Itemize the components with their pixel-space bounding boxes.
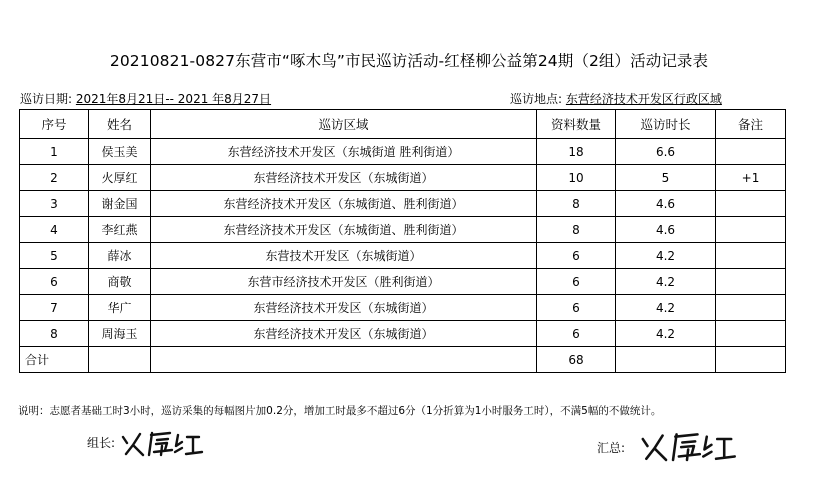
cell-hours: 4.2 — [616, 295, 716, 321]
visit-date-label: 巡访日期: — [20, 92, 73, 106]
cell-note — [716, 295, 786, 321]
cell-name: 薛冰 — [89, 243, 151, 269]
total-row — [20, 347, 786, 373]
cell-hours: 6.6 — [616, 139, 716, 165]
cell-no: 7 — [20, 295, 89, 321]
total-hours-empty — [616, 347, 716, 373]
cell-hours: 4.2 — [616, 269, 716, 295]
table-row — [20, 217, 786, 243]
document-title: 20210821-0827东营市“啄木鸟”市民巡访活动-红柽柳公益第24期（2组）活动记录表 — [109, 52, 709, 70]
table-row — [20, 269, 786, 295]
cell-count: 6 — [537, 269, 616, 295]
cell-area: 东营技术开发区（东城街道） — [151, 243, 537, 269]
header-area: 巡访区域 — [151, 110, 537, 139]
visit-location-value: 东营经济技术开发区行政区域 — [565, 92, 722, 106]
total-name-empty — [89, 347, 151, 373]
header-hours: 巡访时长 — [616, 110, 716, 139]
cell-area: 东营经济技术开发区（东城街道） — [151, 295, 537, 321]
cell-name: 火厚红 — [89, 165, 151, 191]
cell-name: 商敬 — [89, 269, 151, 295]
cell-name: 李红燕 — [89, 217, 151, 243]
cell-note — [716, 321, 786, 347]
cell-note — [716, 139, 786, 165]
activity-record-table — [19, 109, 786, 373]
cell-count: 18 — [537, 139, 616, 165]
table-body — [20, 139, 786, 373]
total-count: 68 — [537, 347, 616, 373]
visit-location — [510, 90, 722, 107]
explanation-note: 说明：志愿者基础工时3小时，巡访采集的每幅图片加0.2分，增加工时最多不超过6分（1分折算为1小时服务工时），不满5幅的不做统计。 — [18, 405, 662, 417]
total-label: 合计 — [20, 347, 89, 373]
cell-no: 4 — [20, 217, 89, 243]
cell-note — [716, 243, 786, 269]
header-no: 序号 — [20, 110, 89, 139]
cell-note — [716, 217, 786, 243]
cell-note: +1 — [716, 165, 786, 191]
table-row — [20, 191, 786, 217]
cell-count: 8 — [537, 191, 616, 217]
table-row — [20, 243, 786, 269]
cell-area: 东营经济技术开发区（东城街道、胜利街道） — [151, 191, 537, 217]
table-row — [20, 321, 786, 347]
cell-name: 华广 — [89, 295, 151, 321]
cell-area: 东营市经济技术开发区（胜利街道） — [151, 269, 537, 295]
leader-label: 组长: — [87, 436, 116, 450]
cell-hours: 4.2 — [616, 243, 716, 269]
cell-note — [716, 191, 786, 217]
header-name: 姓名 — [89, 110, 151, 139]
summary-label: 汇总: — [597, 441, 626, 455]
cell-count: 6 — [537, 321, 616, 347]
leader-signature — [118, 428, 204, 458]
visit-date — [20, 90, 271, 107]
total-area-empty — [151, 347, 537, 373]
cell-no: 8 — [20, 321, 89, 347]
cell-name: 谢金国 — [89, 191, 151, 217]
cell-area: 东营经济技术开发区（东城街道） — [151, 165, 537, 191]
cell-no: 5 — [20, 243, 89, 269]
visit-date-value: 2021年8月21日-- 2021 年8月27日 — [75, 92, 272, 106]
cell-count: 6 — [537, 243, 616, 269]
header-count: 资料数量 — [537, 110, 616, 139]
cell-no: 6 — [20, 269, 89, 295]
cell-hours: 4.6 — [616, 217, 716, 243]
cell-no: 3 — [20, 191, 89, 217]
cell-no: 1 — [20, 139, 89, 165]
cell-area: 东营经济技术开发区（东城街道、胜利街道） — [151, 217, 537, 243]
total-note-empty — [716, 347, 786, 373]
cell-name: 侯玉美 — [89, 139, 151, 165]
cell-count: 6 — [537, 295, 616, 321]
cell-hours: 5 — [616, 165, 716, 191]
table-row — [20, 165, 786, 191]
cell-area: 东营经济技术开发区（东城街道 胜利街道） — [151, 139, 537, 165]
header-note: 备注 — [716, 110, 786, 139]
cell-area: 东营经济技术开发区（东城街道） — [151, 321, 537, 347]
cell-no: 2 — [20, 165, 89, 191]
cell-hours: 4.6 — [616, 191, 716, 217]
table-row — [20, 295, 786, 321]
table-row — [20, 139, 786, 165]
cell-count: 8 — [537, 217, 616, 243]
visit-location-label: 巡访地点: — [510, 92, 563, 106]
cell-name: 周海玉 — [89, 321, 151, 347]
cell-note — [716, 269, 786, 295]
cell-count: 10 — [537, 165, 616, 191]
cell-hours: 4.2 — [616, 321, 716, 347]
table-header-row — [20, 110, 786, 139]
summary-signature — [637, 428, 737, 464]
